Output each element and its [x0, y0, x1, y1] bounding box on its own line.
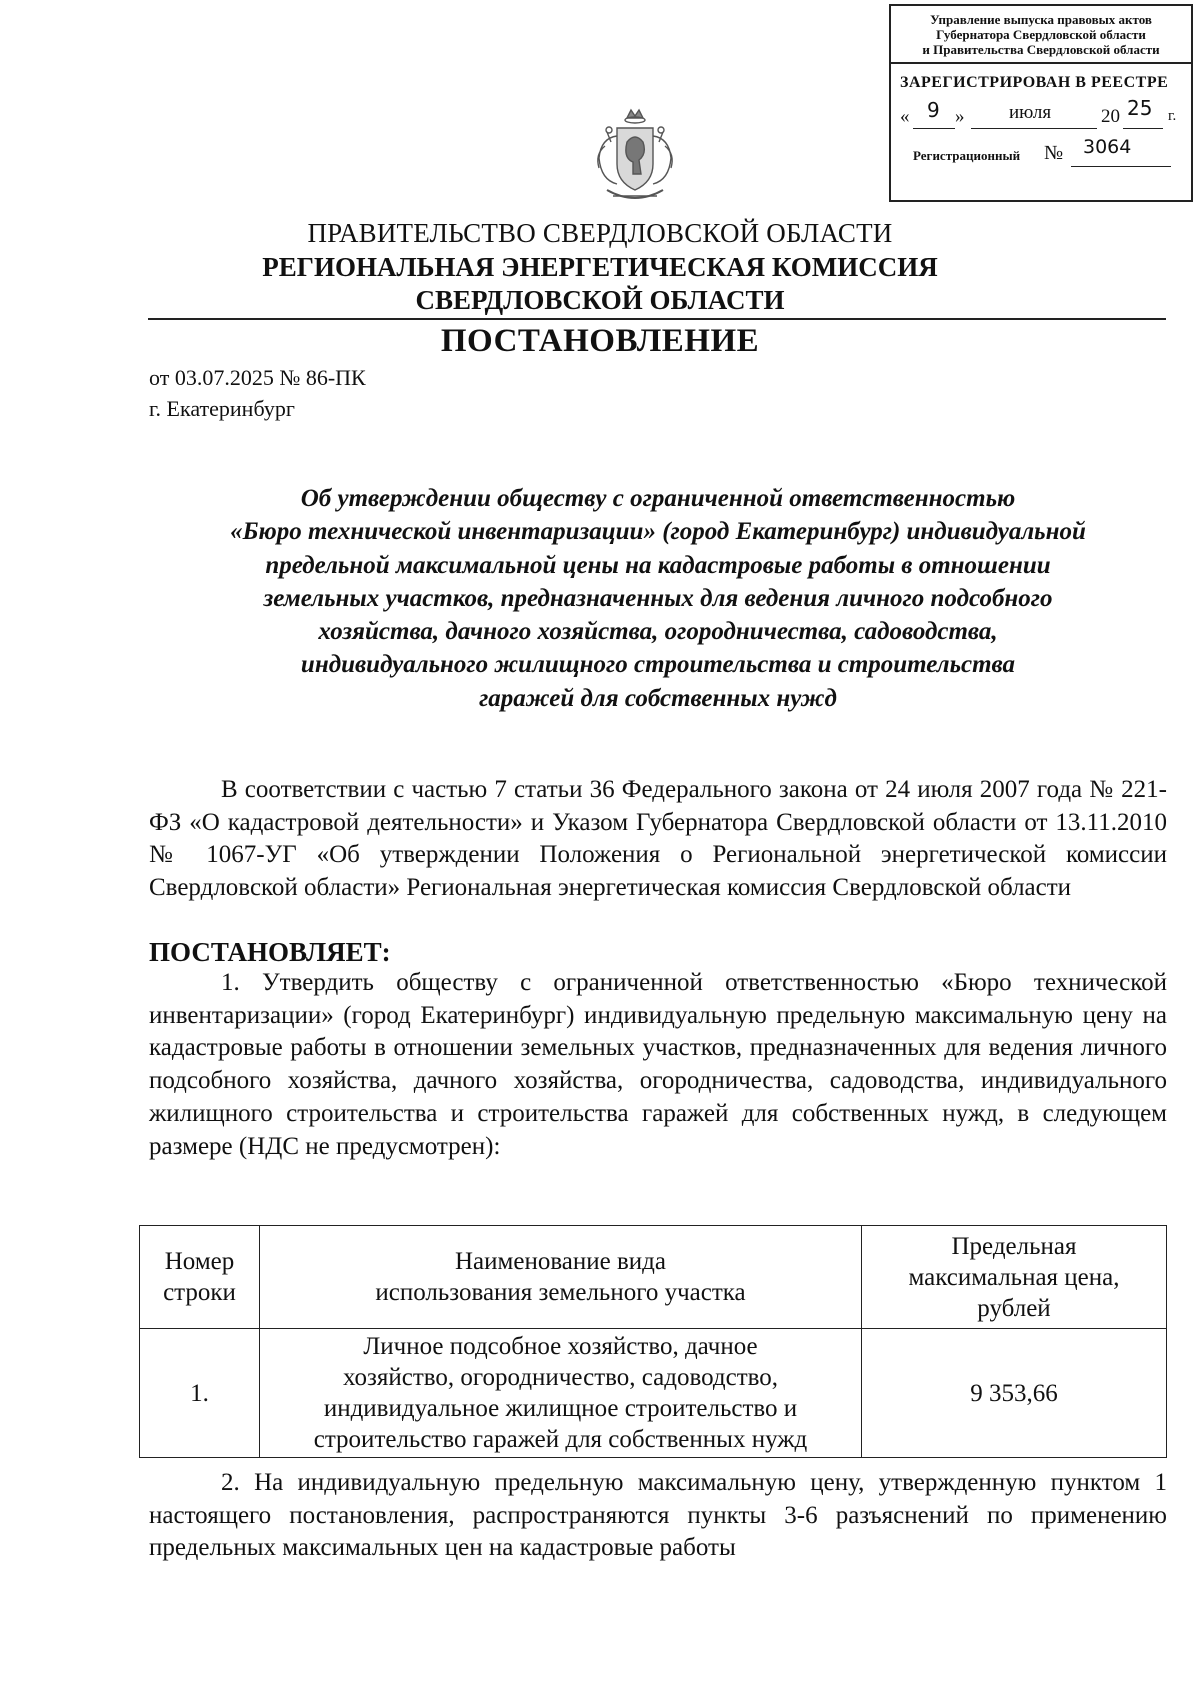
cell-max-price: 9 353,66 — [862, 1329, 1167, 1458]
document-date-number: от 03.07.2025 № 86-ПК — [149, 365, 366, 390]
stamp-org-line-2: Губернатора Свердловской области — [936, 27, 1146, 42]
title-line: хозяйства, дачного хозяйства, огородничества, садоводства, — [318, 618, 998, 646]
registration-stamp — [889, 4, 1193, 202]
stamp-org-line-3: и Правительства Свердловской области — [922, 42, 1160, 57]
title-line: земельных участков, предназначенных для ведения личного подсобного — [263, 584, 1053, 612]
cell-land-use-type: Личное подсобное хозяйство, дачное хозяйство, огородничество, садоводство, индивидуальное жилищное строительство и строительство гаражей для собственных нужд — [260, 1329, 862, 1458]
stamp-year-prefix: 20 — [1101, 106, 1120, 127]
stamp-org-line-1: Управление выпуска правовых актов — [930, 12, 1152, 27]
stamp-day: 9 — [927, 98, 940, 122]
stamp-year-suffix: 25 — [1127, 96, 1153, 120]
header-row-number: Номер строки — [140, 1226, 260, 1329]
title-line: Об утверждении обществу с ограниченной ответственностью — [300, 485, 1016, 512]
stamp-date-line — [891, 92, 1191, 136]
cell-row-number: 1. — [140, 1329, 260, 1458]
commission-name-line-1: РЕГИОНАЛЬНАЯ ЭНЕРГЕТИЧЕСКАЯ КОМИССИЯ — [262, 252, 938, 282]
government-name: ПРАВИТЕЛЬСТВО СВЕРДЛОВСКОЙ ОБЛАСТИ — [307, 218, 893, 248]
preamble-paragraph: В соответствии с частью 7 статьи 36 Федерального закона от 24 июля 2007 года № 221-ФЗ «О кадастровой деятельности» и Указом Губернатора Свердловской области от 13.11.2010 № 1067-УГ «Об утверждении Положения о Региональной энергетической комиссии Свердловской области» Региональная энергетическая комиссия Свердловской области — [149, 776, 1167, 902]
stamp-number-line — [891, 136, 1191, 176]
stamp-registered-label: ЗАРЕГИСТРИРОВАН В РЕЕСТРЕ — [900, 74, 1169, 91]
item-1-paragraph: 1. Утвердить обществу с ограниченной ответственностью «Бюро технической инвентаризации» (город Екатеринбург) индивидуальную предельную максимальную цену на кадастровые работы в отношении земельных участков, предназначенных для ведения личного подсобного хозяйства, дачного хозяйства, огородничества, садоводства, индивидуального жилищного строительства и строительства гаражей для собственных нужд, в следующем размере (НДС не предусмотрен): — [149, 969, 1167, 1160]
title-line: индивидуального жилищного строительства и строительства — [300, 651, 1016, 679]
document-type: ПОСТАНОВЛЕНИЕ — [440, 323, 760, 359]
stamp-organization — [891, 6, 1191, 64]
commission-name-line-2: СВЕРДЛОВСКОЙ ОБЛАСТИ — [415, 285, 785, 315]
header-land-use-type: Наименование вида использования земельного участка — [260, 1226, 862, 1329]
header-divider — [148, 318, 1166, 320]
stamp-reg-number: 3064 — [1083, 136, 1132, 158]
document-title — [150, 482, 1166, 715]
item-2-paragraph: 2. На индивидуальную предельную максимальную цену, утвержденную пунктом 1 настоящего постановления, распространяются пункты 3-6 разъяснений по применению предельных максимальных цен на кадастровые работы — [149, 1469, 1167, 1562]
resolves-heading: ПОСТАНОВЛЯЕТ: — [149, 937, 391, 967]
stamp-quote-close: » — [955, 106, 965, 127]
title-line: предельной максимальной цены на кадастровые работы в отношении — [265, 551, 1051, 579]
title-line: «Бюро технической инвентаризации» (город Екатеринбург) индивидуальной — [230, 518, 1086, 546]
stamp-year-abbr: г. — [1168, 108, 1177, 124]
table-header-row — [140, 1226, 1167, 1329]
document-city: г. Екатеринбург — [149, 396, 295, 421]
stamp-month: июля — [1009, 102, 1052, 123]
coat-of-arms-icon — [587, 102, 683, 214]
table-row — [140, 1329, 1167, 1458]
header-max-price: Предельная максимальная цена, рублей — [862, 1226, 1167, 1329]
stamp-num-sign: № — [1044, 142, 1064, 164]
stamp-quote-open: « — [900, 106, 910, 127]
stamp-reg-label: Регистрационный — [913, 148, 1021, 163]
title-line: гаражей для собственных нужд — [479, 684, 837, 712]
price-table — [139, 1225, 1167, 1458]
